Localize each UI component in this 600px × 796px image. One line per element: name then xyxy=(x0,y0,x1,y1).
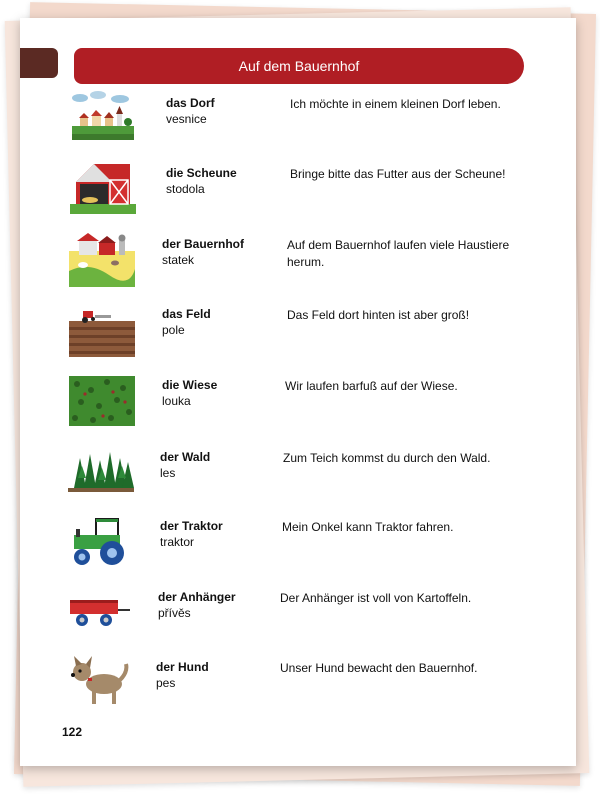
example-sentence: Unser Hund bewacht den Bauernhof. xyxy=(280,661,478,675)
german-word: das Dorf xyxy=(166,96,215,110)
example-sentence: Ich möchte in einem kleinen Dorf leben. xyxy=(290,97,501,111)
german-word: der Hund xyxy=(156,660,209,674)
field-icon xyxy=(69,301,135,357)
tractor-icon xyxy=(68,513,134,569)
german-word: der Wald xyxy=(160,450,211,464)
example-sentence: Wir laufen barfuß auf der Wiese. xyxy=(285,379,458,393)
czech-word: vesnice xyxy=(166,112,207,126)
forest-icon xyxy=(68,444,134,500)
example-sentence: Zum Teich kommst du durch den Wald. xyxy=(283,451,491,465)
corner-tab xyxy=(20,48,58,78)
czech-word: stodola xyxy=(166,182,205,196)
dog-icon xyxy=(64,654,130,710)
title-banner xyxy=(74,48,524,84)
german-word: der Traktor xyxy=(160,519,223,533)
example-sentence: Bringe bitte das Futter aus der Scheune! xyxy=(290,167,506,181)
german-word: die Wiese xyxy=(162,378,218,392)
barn-icon xyxy=(70,160,136,216)
village-icon xyxy=(70,90,136,146)
meadow-icon xyxy=(69,372,135,428)
czech-word: statek xyxy=(162,253,195,267)
example-sentence: Das Feld dort hinten ist aber groß! xyxy=(287,308,470,322)
page-title: Auf dem Bauernhof xyxy=(238,58,360,74)
german-word: der Bauernhof xyxy=(162,237,245,251)
german-word: das Feld xyxy=(162,307,211,321)
farm-icon xyxy=(69,231,135,287)
example-sentence: Der Anhänger ist voll von Kartoffeln. xyxy=(280,591,472,605)
czech-word: les xyxy=(160,466,176,480)
example-sentence: Auf dem Bauernhof laufen viele Haustiere herum. xyxy=(287,238,510,269)
example-sentence: Mein Onkel kann Traktor fahren. xyxy=(282,520,454,534)
czech-word: přívěs xyxy=(158,606,191,620)
german-word: der Anhänger xyxy=(158,590,236,604)
book-page xyxy=(20,18,576,766)
czech-word: louka xyxy=(162,394,191,408)
german-word: die Scheune xyxy=(166,166,237,180)
czech-word: traktor xyxy=(160,535,195,549)
czech-word: pes xyxy=(156,676,176,690)
trailer-icon xyxy=(66,584,132,640)
page-number: 122 xyxy=(62,725,83,739)
czech-word: pole xyxy=(162,323,185,337)
